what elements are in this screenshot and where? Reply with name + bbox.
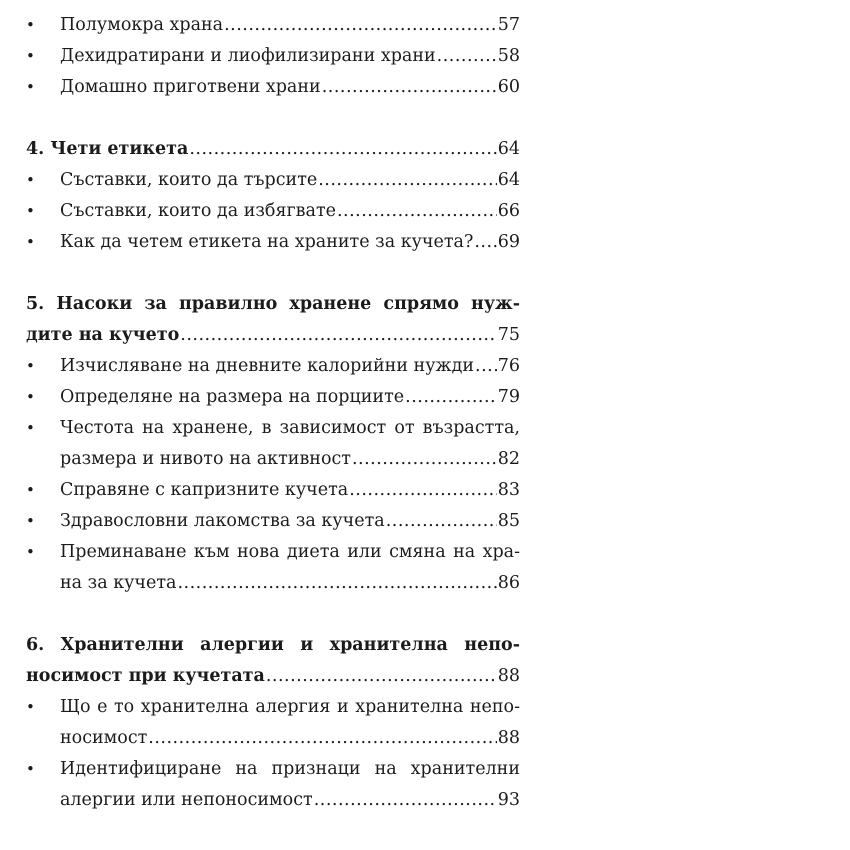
- toc-entry: [26, 754, 520, 785]
- toc-entry: [26, 475, 520, 506]
- toc-entry-page: 60: [497, 77, 520, 97]
- toc-entry-title: Съставки, които да избягвате: [60, 201, 336, 221]
- leader-dots: [318, 165, 496, 196]
- table-of-contents: [26, 10, 520, 816]
- toc-entry-title-line2: алергии или непоносимост: [60, 790, 313, 810]
- leader-dots: [266, 661, 497, 692]
- bullet: •: [26, 202, 35, 220]
- toc-entry-cont: [26, 444, 520, 475]
- chapter-heading-5: [26, 289, 520, 320]
- bullet: •: [26, 388, 35, 406]
- leader-dots: [352, 444, 497, 475]
- toc-entry: [26, 196, 520, 227]
- leader-dots: [337, 196, 497, 227]
- leader-dots: [437, 41, 497, 72]
- bullet: •: [26, 543, 35, 561]
- chapter-page: 64: [497, 139, 520, 159]
- toc-entry: [26, 537, 520, 568]
- toc-entry: [26, 382, 520, 413]
- toc-entry-page: 69: [497, 232, 520, 252]
- bullet: •: [26, 698, 35, 716]
- section-gap: [26, 599, 520, 630]
- toc-entry-title: Полумокра храна: [60, 15, 224, 35]
- toc-entry-title: Здравословни лакомства за кучета: [60, 511, 385, 531]
- leader-dots: [349, 475, 497, 506]
- leader-dots: [474, 227, 496, 258]
- chapter-heading-6-cont: [26, 661, 520, 692]
- toc-entry: [26, 227, 520, 258]
- leader-dots: [177, 568, 496, 599]
- bullet: •: [26, 171, 35, 189]
- bullet: •: [26, 512, 35, 530]
- toc-entry-page: 82: [497, 449, 520, 469]
- chapter-title-line2: дите на кучето: [26, 325, 180, 345]
- leader-dots: [224, 10, 497, 41]
- bullet: •: [26, 233, 35, 251]
- toc-entry: [26, 72, 520, 103]
- bullet: •: [26, 760, 35, 778]
- bullet: •: [26, 419, 35, 437]
- toc-entry-title: Определяне на размера на порциите: [60, 387, 405, 407]
- bullet: •: [26, 481, 35, 499]
- toc-entry-page: 93: [497, 790, 520, 810]
- toc-entry-page: 85: [497, 511, 520, 531]
- leader-dots: [405, 382, 497, 413]
- leader-dots: [475, 351, 497, 382]
- chapter-heading-6: [26, 630, 520, 661]
- toc-entry-title: Домашно приготвени храни: [60, 77, 321, 97]
- chapter-page: 75: [497, 325, 520, 345]
- toc-entry-title: Как да четем етикета на храните за кучета?: [60, 232, 474, 252]
- toc-entry-page: 66: [497, 201, 520, 221]
- section-gap: [26, 103, 520, 134]
- leader-dots: [386, 506, 497, 537]
- toc-entry-title: Изчисляване на дневните калорийни нужди: [60, 356, 475, 376]
- leader-dots: [322, 72, 497, 103]
- toc-entry: [26, 506, 520, 537]
- toc-entry-page: 57: [497, 15, 520, 35]
- chapter-heading-4: [26, 134, 520, 165]
- toc-entry-page: 79: [497, 387, 520, 407]
- toc-entry-page: 86: [497, 573, 520, 593]
- leader-dots: [148, 723, 496, 754]
- chapter-title: 4. Чети етикета: [26, 139, 189, 159]
- toc-entry-title: Дехидратирани и лиофилизирани храни: [60, 46, 436, 66]
- toc-entry-title-line1: Идентифициране на признаци на хранителни: [60, 759, 520, 779]
- bullet: •: [26, 47, 35, 65]
- leader-dots: [314, 785, 497, 816]
- toc-entry-title-line2: размера и нивото на активност: [60, 449, 351, 469]
- bullet: •: [26, 357, 35, 375]
- chapter-title-line1: 5. Насоки за правилно хранене спрямо нуж-: [26, 294, 520, 314]
- chapter-title-line2: носимост при кучетата: [26, 666, 265, 686]
- leader-dots: [189, 134, 496, 165]
- toc-entry: [26, 413, 520, 444]
- toc-entry-title: Съставки, които да търсите: [60, 170, 318, 190]
- section-gap: [26, 258, 520, 289]
- toc-entry-cont: [26, 568, 520, 599]
- toc-entry-page: 64: [497, 170, 520, 190]
- bullet: •: [26, 16, 35, 34]
- toc-entry-title-line1: Честота на хранене, в зависимост от възрастта,: [60, 418, 520, 438]
- toc-entry: [26, 41, 520, 72]
- toc-entry-title-line1: Преминаване към нова диета или смяна на хра-: [60, 542, 520, 562]
- toc-entry-page: 88: [497, 728, 520, 748]
- toc-entry-title: Справяне с капризните кучета: [60, 480, 349, 500]
- toc-entry: [26, 165, 520, 196]
- toc-entry-title-line1: Що е то хранителна алергия и хранителна непо-: [60, 697, 520, 717]
- chapter-page: 88: [497, 666, 520, 686]
- toc-entry-page: 58: [497, 46, 520, 66]
- bullet: •: [26, 78, 35, 96]
- chapter-title-line1: 6. Хранителни алергии и хранителна непо-: [26, 635, 520, 655]
- toc-entry-page: 76: [497, 356, 520, 376]
- toc-entry-title-line2: носимост: [60, 728, 148, 748]
- leader-dots: [180, 320, 496, 351]
- toc-entry: [26, 692, 520, 723]
- toc-entry-cont: [26, 723, 520, 754]
- toc-entry: [26, 351, 520, 382]
- toc-entry-page: 83: [497, 480, 520, 500]
- toc-entry-title-line2: на за кучета: [60, 573, 177, 593]
- chapter-heading-5-cont: [26, 320, 520, 351]
- toc-entry-cont: [26, 785, 520, 816]
- toc-entry: [26, 10, 520, 41]
